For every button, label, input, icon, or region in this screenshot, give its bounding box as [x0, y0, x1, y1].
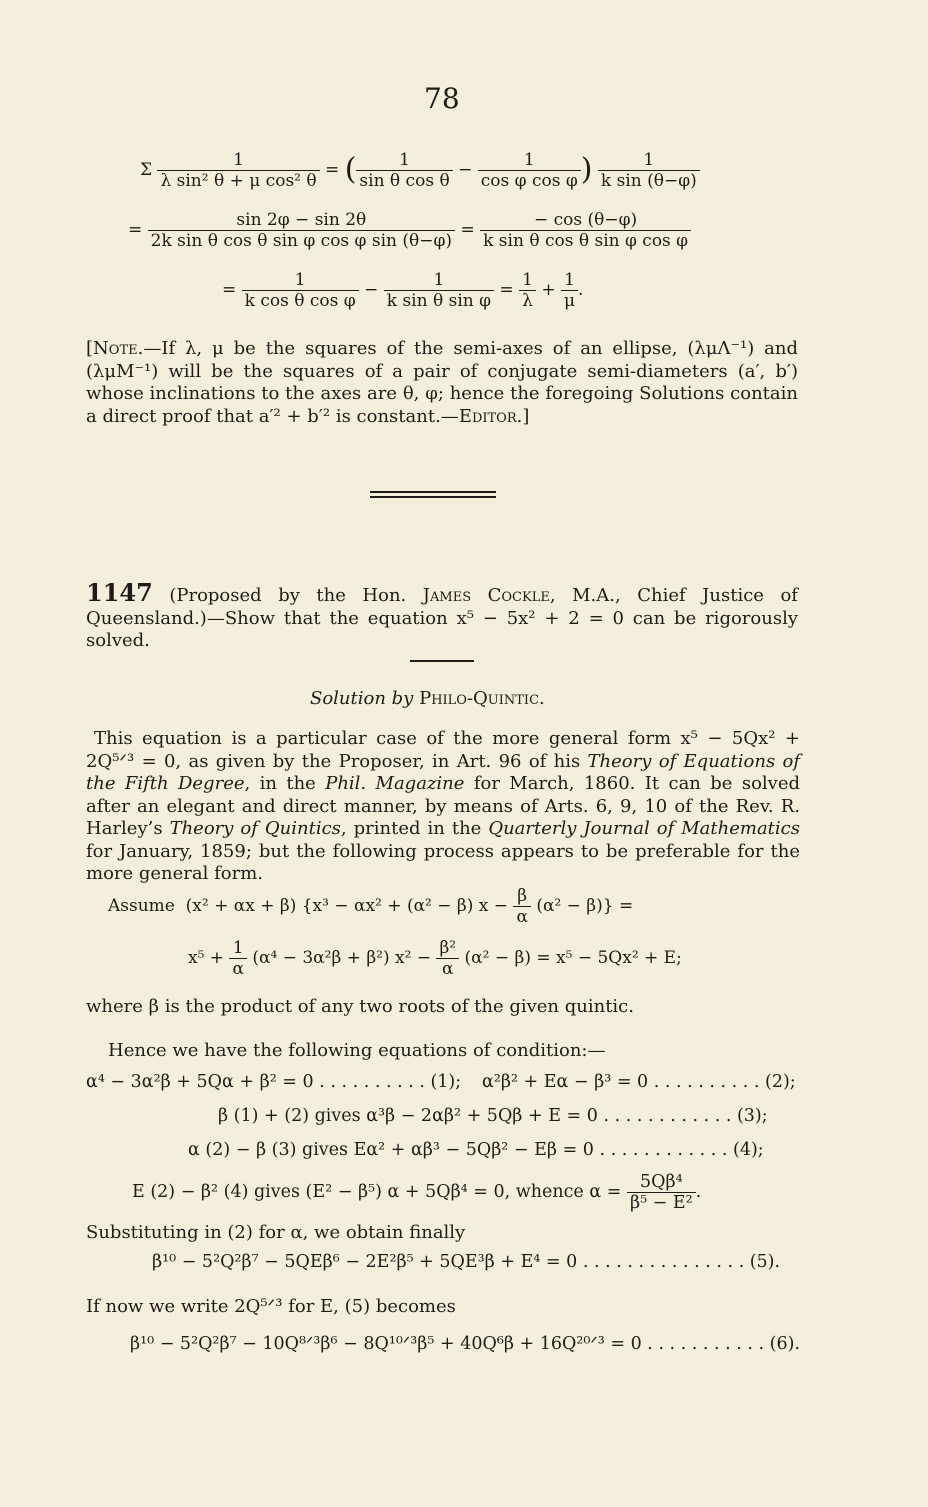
short-rule: [410, 660, 474, 662]
fraction: $\frac{- \cos (\theta-\varphi)}{\text{k sin θ cos θ sin φ cos φ}}$: [480, 210, 691, 251]
assume-equation: Assume (x² + αx + β) {x³ − αx² + (α² − β) x − $\frac{\beta}{\alpha}$ (α² − β)} =: [108, 886, 634, 927]
expanded-equation: x⁵ + $\frac{1}{\alpha}$ (α⁴ − 3α²β + β²) x² − $\frac{\text{β²}}{\alpha}$ (α² − β) = x⁵ − 5Qx² + E;: [188, 938, 682, 979]
equation-line-1: [140, 150, 700, 191]
sigma-symbol: Σ: [140, 160, 153, 180]
section-divider-top: [370, 491, 496, 493]
condition-4: α (2) − β (3) gives Eα² + αβ³ − 5Qβ² − Eβ = 0 . . . . . . . . . . . . (4);: [188, 1140, 764, 1160]
fraction: $\frac{1}{\text{k sin (θ−φ)}}$: [598, 150, 700, 191]
equals-sign: =: [460, 220, 475, 240]
if-now-line: If now we write 2Q⁵ᐟ³ for E, (5) becomes: [86, 1296, 456, 1317]
fraction: $\frac{1}{\text{cos φ cos φ}}$: [478, 150, 581, 191]
solution-body: This equation is a particular case of the more general form x⁵ − 5Qx² + 2Q⁵ᐟ³ = 0, as given by the Proposer, in Art. 96 of his Theory of Equations of the Fifth Degree, in the Phil. Magazine for March, 1860. It can be solved after an elegant and direct manner, by means of Arts. 6, 9, 10 of the Rev. R. Harley’s Theory of Quintics, printed in the Quarterly Journal of Mathematics for January, 1859; but the following process appears to be preferable for the more general form.: [86, 728, 801, 884]
editor-note: [Note.—If λ, μ be the squares of the semi-axes of an ellipse, (λμΛ⁻¹) and (λμM⁻¹) will be the squares of a pair of conjugate semi-diameters (a′, b′) whose inclinations to the axes are θ, φ; hence the foregoing Solutions contain a direct proof that a′² + b′² is constant.—Editor.]: [86, 338, 798, 427]
hence-line: Hence we have the following equations of condition:—: [108, 1040, 606, 1061]
condition-5: E (2) − β² (4) gives (E² − β⁵) α + 5Qβ⁴ = 0, whence α = $\frac{\text{5Qβ⁴}}{\text{β⁵ − E²}}$ .: [132, 1172, 702, 1213]
equals-sign: =: [499, 280, 514, 300]
fraction: $\frac{1}{\text{sin θ cos θ}}$: [356, 150, 452, 191]
condition-1: α⁴ − 3α²β + 5Qα + β² = 0 . . . . . . . . . . (1);: [86, 1072, 462, 1092]
fraction: $\frac{\sin 2\varphi - \sin 2\theta}{\text{2k sin θ cos θ sin φ cos φ sin (θ−φ)}}$: [148, 210, 455, 251]
plus-sign: +: [541, 280, 556, 300]
equals-sign: =: [222, 280, 237, 300]
fraction: $\frac{\beta}{\alpha}$: [513, 886, 530, 927]
fraction: $\frac{1}{\lambda}$: [519, 270, 536, 311]
solution-heading: Solution by Philo-Quintic.: [310, 688, 545, 709]
fraction: $\frac{1}{\alpha}$: [229, 938, 246, 979]
fraction: $\frac{1}{\text{k sin θ sin φ}}$: [384, 270, 494, 311]
equation-line-3: = $\frac{1}{\text{k cos θ cos φ}}$ − $\frac{1}{\text{k sin θ sin φ}}$ = $\frac{1}{\lambda}$ + $\frac{1}{\mu}$ .: [222, 270, 584, 311]
problem-statement: 1147 (Proposed by the Hon. James Cockle, M.A., Chief Justice of Queensland.)—Show that the equation x⁵ − 5x² + 2 = 0 can be rigorously solved.: [86, 578, 798, 651]
where-line: where β is the product of any two roots of the given quintic.: [86, 996, 634, 1017]
equals-sign: =: [325, 160, 340, 180]
condition-3: β (1) + (2) gives α³β − 2αβ² + 5Qβ + E = 0 . . . . . . . . . . . . (3);: [218, 1106, 768, 1126]
problem-number: 1147: [86, 578, 153, 607]
equals-sign: =: [128, 220, 143, 240]
fraction: $\frac{\text{β²}}{\alpha}$: [436, 938, 459, 979]
equation-6: β¹⁰ − 5²Q²β⁷ − 10Q⁸ᐟ³β⁶ − 8Q¹⁰ᐟ³β⁵ + 40Q⁶β + 16Q²⁰ᐟ³ = 0 . . . . . . . . . . . (6).: [130, 1334, 801, 1354]
fraction: $\frac{1}{\text{k cos θ cos φ}}$: [242, 270, 359, 311]
fraction: $\frac{1}{\text{λ sin² θ + μ cos² θ}}$: [157, 150, 319, 191]
fraction: $\frac{\text{5Qβ⁴}}{\text{β⁵ − E²}}$: [627, 1172, 696, 1213]
equation-line-2: [128, 210, 691, 251]
section-divider-bottom: [370, 496, 496, 498]
paren: ): [580, 152, 593, 187]
minus-sign: −: [364, 280, 379, 300]
condition-2: α²β² + Eα − β³ = 0 . . . . . . . . . . (2);: [482, 1072, 796, 1092]
fraction: $\frac{1}{\mu}$: [561, 270, 578, 311]
substituting-line: Substituting in (2) for α, we obtain finally: [86, 1222, 466, 1243]
paren: (: [344, 152, 357, 187]
minus-sign: −: [458, 160, 473, 180]
page-number: 78: [424, 82, 460, 115]
equation-5: β¹⁰ − 5²Q²β⁷ − 5QEβ⁶ − 2E²β⁵ + 5QE³β + E⁴ = 0 . . . . . . . . . . . . . . . (5).: [152, 1252, 781, 1272]
